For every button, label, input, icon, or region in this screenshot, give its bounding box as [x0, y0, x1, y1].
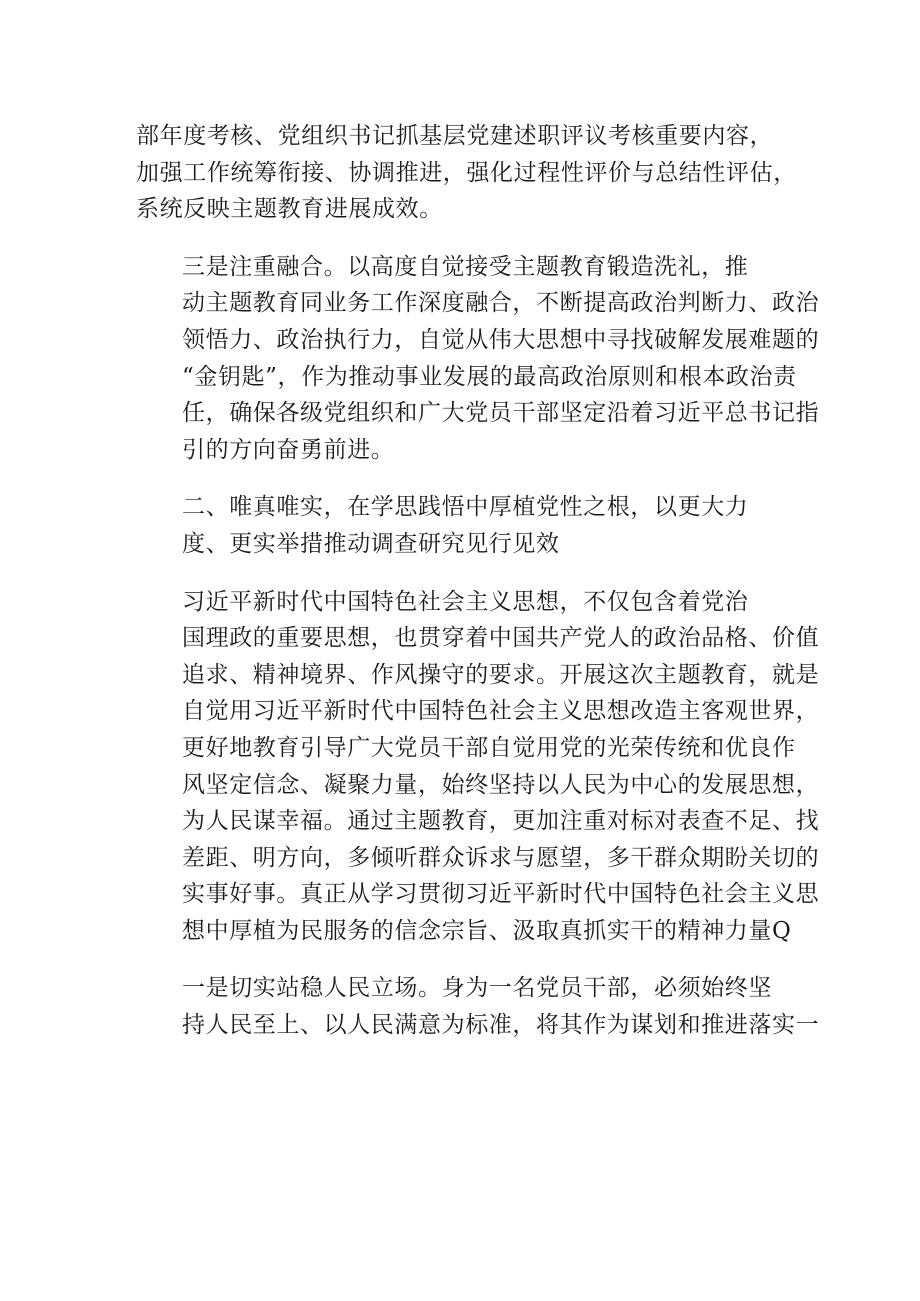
text-line: 风坚定信念、凝聚力量，始终坚持以人民为中心的发展思想，: [182, 771, 820, 798]
paragraph: [136, 118, 802, 228]
text-line: 动主题教育同业务工作深度融合，不断提高政治判断力、政治: [182, 290, 820, 317]
text-line: 习近平新时代中国特色社会主义思想，不仅包含着党治: [182, 588, 749, 615]
text-line: 部年度考核、党组织书记抓基层党建述职评议考核重要内容，: [136, 123, 774, 149]
text-line: 持人民至上、以人民满意为标准，将其作为谋划和推进落实一: [182, 1012, 820, 1039]
text-line: 二、唯真唯实，在学思践悟中厚植党性之根，以更大力: [182, 494, 749, 521]
paragraph: [136, 489, 802, 562]
text-line: 引的方向奋勇前进。: [182, 436, 395, 463]
text-line: 实事好事。真正从学习贯彻习近平新时代中国特色社会主义思: [182, 881, 820, 908]
text-line: 差距、明方向，多倾听群众诉求与愿望，多干群众期盼关切的: [182, 844, 820, 871]
paragraph: [136, 584, 820, 950]
paragraph: [136, 970, 820, 1043]
document-body: [136, 118, 820, 1065]
text-line: 自觉用习近平新时代中国特色社会主义思想改造主客观世界，: [182, 698, 820, 725]
paragraph: [136, 249, 820, 469]
text-line: 度、更实举措推动调查研究见行见效: [182, 530, 560, 557]
text-line: “金钥匙”，作为推动事业发展的最高政治原则和根本政治责: [182, 363, 797, 390]
text-line: 领悟力、政治执行力，自觉从伟大思想中寻找破解发展难题的: [182, 326, 820, 353]
text-line: 一是切实站稳人民立场。身为一名党员干部，必须始终坚: [182, 975, 772, 1002]
text-line: 国理政的重要思想，也贯穿着中国共产党人的政治品格、价值: [182, 625, 820, 652]
text-line: 追求、精神境界、作风操守的要求。开展这次主题教育，就是: [182, 661, 820, 688]
text-line: 想中厚植为民服务的信念宗旨、汲取真抓实干的精神力量Q: [182, 917, 792, 944]
text-line: 更好地教育引导广大党员干部自觉用党的光荣传统和优良作: [182, 734, 796, 761]
text-line: 三是注重融合。以高度自觉接受主题教育锻造洗礼，推: [182, 253, 749, 280]
text-line: 为人民谋幸福。通过主题教育，更加注重对标对表查不足、找: [182, 808, 820, 835]
text-line: 系统反映主题教育进展成效。: [136, 196, 443, 223]
text-line: 加强工作统筹衔接、协调推进，强化过程性评价与总结性评估，: [136, 159, 797, 186]
text-line: 任，确保各级党组织和广大党员干部坚定沿着习近平总书记指: [182, 400, 820, 427]
